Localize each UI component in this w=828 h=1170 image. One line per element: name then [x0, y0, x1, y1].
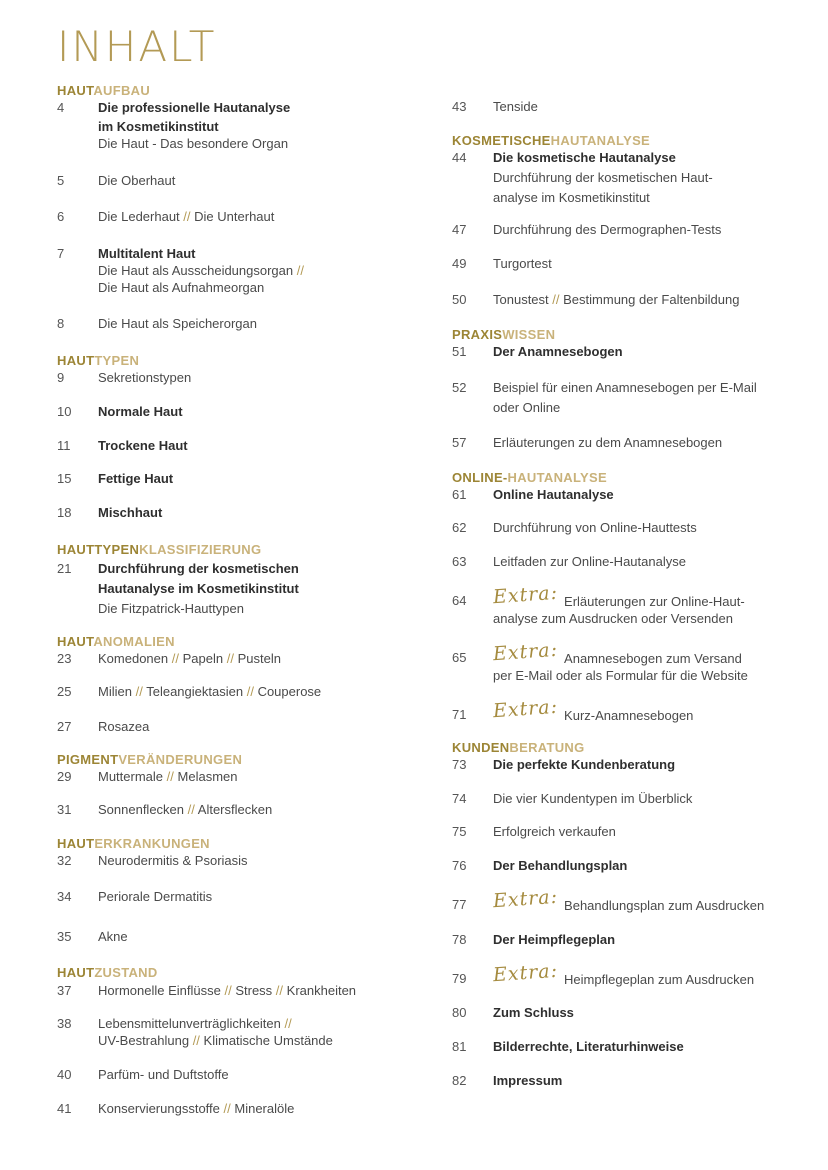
page-number: 65: [452, 650, 467, 665]
page-number: 73: [452, 757, 467, 772]
separator: //: [223, 1101, 231, 1116]
entry-part: Klimatische Umstände: [203, 1033, 333, 1048]
page-number: 9: [57, 370, 65, 385]
entry-text: [492, 885, 765, 914]
extra-badge: Extra:: [492, 959, 559, 987]
page-number: 76: [452, 858, 467, 873]
section-heading-anomalien: [57, 635, 175, 648]
entry-text: Parfüm- und Duftstoffe: [98, 1067, 229, 1082]
entry-text: Zum Schluss: [493, 1005, 574, 1020]
entry-line: Durchführung der kosmetischen: [98, 561, 299, 576]
section-heading-part: HAUT: [57, 83, 94, 98]
page-number: 38: [57, 1016, 72, 1031]
section-heading-part: ONLINE-: [452, 470, 508, 485]
section-heading-part: HAUT: [57, 965, 95, 980]
page-number: 29: [57, 769, 72, 784]
page-number: 77: [452, 897, 467, 912]
entry-line: oder Online: [493, 400, 561, 415]
entry-text: [98, 1015, 333, 1049]
section-heading-online: [452, 471, 607, 484]
page-number: 4: [57, 100, 65, 115]
entry-text: Normale Haut: [98, 404, 183, 419]
page-number: 49: [452, 256, 467, 271]
page-number: 64: [452, 593, 467, 608]
section-heading-part: HAUT: [57, 353, 95, 368]
entry-text: Erläuterungen zu dem Anamnesebogen: [493, 435, 723, 450]
entry-line: [492, 638, 748, 667]
page-number: 11: [57, 438, 71, 453]
separator: //: [284, 1016, 292, 1031]
entry-part: Die Haut als Ausscheidungsorgan: [98, 263, 294, 278]
entry-text: Bilderrechte, Literaturhinweise: [493, 1039, 684, 1054]
page-number: 44: [452, 150, 467, 165]
entry-part: Pusteln: [237, 651, 281, 666]
separator: //: [296, 263, 304, 278]
entry-line: [98, 1015, 333, 1032]
entry-text: [98, 208, 274, 225]
section-heading-part: HAUT: [57, 634, 94, 649]
section-heading-part: HAUT: [57, 836, 95, 851]
section-heading-part: KLASSIFIZIERUNG: [139, 542, 262, 557]
page-number: 78: [452, 932, 467, 947]
entry-line: Multitalent Haut: [98, 246, 196, 261]
section-heading-part: BERATUNG: [509, 740, 585, 755]
entry-part: Teleangiektasien: [146, 684, 244, 699]
page-number: 32: [57, 853, 72, 868]
page-number: 21: [57, 561, 72, 576]
separator: //: [246, 684, 254, 699]
page-number: 61: [452, 487, 467, 502]
entry-text: Online Hautanalyse: [493, 487, 614, 502]
section-heading-part: ANOMALIEN: [93, 634, 175, 649]
entry-text: [98, 683, 321, 700]
page-number: 8: [57, 316, 65, 331]
entry-line: Die kosmetische Hautanalyse: [493, 150, 676, 165]
entry-text: Akne: [98, 929, 128, 944]
entry-text: Neurodermitis & Psoriasis: [98, 853, 248, 868]
separator: //: [226, 651, 234, 666]
page-number: 5: [57, 173, 65, 188]
section-heading-zustand: [57, 966, 158, 979]
entry-line: Durchführung der kosmetischen Haut-: [493, 170, 713, 185]
entry-text: Der Anamnesebogen: [493, 344, 623, 359]
entry-text: [98, 245, 304, 296]
page-number: 81: [452, 1039, 467, 1054]
entry-text: Die vier Kundentypen im Überblick: [493, 791, 693, 806]
entry-text: Der Heimpflegeplan: [493, 932, 616, 947]
page-title: INHALT: [57, 22, 217, 71]
entry-text: [98, 801, 272, 818]
entry-part: Bestimmung der Faltenbildung: [563, 292, 740, 307]
entry-part: Altersflecken: [197, 802, 273, 817]
section-heading-part: HAUTANALYSE: [507, 470, 607, 485]
page-number: 41: [57, 1101, 72, 1116]
section-heading-part: KUNDEN: [452, 740, 510, 755]
page-number: 27: [57, 719, 72, 734]
section-heading-part: TYPEN: [94, 353, 140, 368]
page-number: 23: [57, 651, 72, 666]
page-number: 40: [57, 1067, 72, 1082]
entry-text: Erfolgreich verkaufen: [493, 824, 616, 839]
entry-text: Sekretionstypen: [98, 370, 192, 385]
section-heading-part: ZUSTAND: [94, 965, 158, 980]
page-number: 47: [452, 222, 467, 237]
section-heading-part: HAUTTYPEN: [57, 542, 140, 557]
page-number: 10: [57, 404, 72, 419]
entry-part: Hormonelle Einflüsse: [98, 983, 221, 998]
entry-text: [98, 982, 356, 999]
page-number: 35: [57, 929, 72, 944]
extra-badge: Extra:: [492, 581, 559, 609]
entry-part: Konservierungsstoffe: [98, 1101, 220, 1116]
separator: //: [166, 769, 174, 784]
page-number: 52: [452, 380, 467, 395]
section-heading-erkrankungen: [57, 837, 210, 850]
page-number: 6: [57, 209, 65, 224]
entry-text: [98, 99, 290, 152]
separator: //: [192, 1033, 200, 1048]
section-heading-part: KOSMETISCHE: [452, 133, 551, 148]
entry-line: Hautanalyse im Kosmetikinstitut: [98, 581, 299, 596]
section-heading-hauttypen: [57, 354, 139, 367]
entry-line: [98, 1032, 333, 1049]
page-number: 82: [452, 1073, 467, 1088]
entry-text: [492, 581, 745, 627]
section-heading-part: HAUTANALYSE: [550, 133, 651, 148]
entry-text: [492, 638, 748, 684]
separator: //: [187, 802, 195, 817]
entry-text: Turgortest: [493, 256, 552, 271]
entry-text: Fettige Haut: [98, 471, 174, 486]
entry-line: im Kosmetikinstitut: [98, 119, 219, 134]
page-number: 31: [57, 802, 72, 817]
page-number: 63: [452, 554, 467, 569]
entry-part: Milien: [98, 684, 132, 699]
page-number: 43: [452, 99, 467, 114]
entry-line: Die professionelle Hautanalyse: [98, 100, 291, 115]
entry-part: Heimpflegeplan zum Ausdrucken: [564, 972, 755, 987]
page-number: 37: [57, 983, 72, 998]
page-number: 7: [57, 246, 65, 261]
entry-text: [98, 650, 281, 667]
entry-part: Lebensmittelunverträglichkeiten: [98, 1016, 281, 1031]
section-heading-part: WISSEN: [502, 327, 556, 342]
page-number: 57: [452, 435, 467, 450]
extra-badge: Extra:: [492, 885, 559, 913]
entry-part: Anamnesebogen zum Versand: [564, 651, 742, 666]
entry-text: [98, 1100, 294, 1117]
entry-line: Die Fitzpatrick-Hauttypen: [98, 601, 244, 616]
section-heading-part: ERKRANKUNGEN: [94, 836, 210, 851]
section-heading-klassifizierung: [57, 543, 261, 556]
entry-line: [492, 581, 745, 610]
entry-text: Die perfekte Kundenberatung: [493, 757, 676, 772]
entry-text: Durchführung des Dermographen-Tests: [493, 222, 722, 237]
entry-part: Kurz-Anamnesebogen: [564, 708, 694, 723]
page-number: 75: [452, 824, 467, 839]
separator: //: [183, 209, 191, 224]
entry-text: [98, 768, 237, 785]
entry-line: Die Haut als Aufnahmeorgan: [98, 280, 265, 295]
extra-badge: Extra:: [492, 638, 559, 666]
section-heading-kosmetische: [452, 134, 650, 147]
entry-part: Mineralöle: [234, 1101, 295, 1116]
entry-part: Sonnenflecken: [98, 802, 185, 817]
section-heading-pigment: [57, 753, 242, 766]
entry-line: Die Haut - Das besondere Organ: [98, 136, 289, 151]
entry-line: [98, 262, 304, 279]
entry-text: Leitfaden zur Online-Hautanalyse: [493, 554, 686, 569]
entry-text: [492, 959, 755, 988]
entry-text: Mischhaut: [98, 505, 163, 520]
separator: //: [224, 983, 232, 998]
section-heading-kundenberatung: [452, 741, 585, 754]
entry-part: Krankheiten: [286, 983, 357, 998]
entry-text: [493, 291, 739, 308]
separator: //: [171, 651, 179, 666]
entry-text: [493, 149, 713, 206]
entry-part: Muttermale: [98, 769, 164, 784]
entry-part: Papeln: [182, 651, 224, 666]
section-heading-praxiswissen: [452, 328, 555, 341]
entry-line: analyse im Kosmetikinstitut: [493, 190, 650, 205]
entry-text: Periorale Dermatitis: [98, 889, 213, 904]
entry-part: Behandlungsplan zum Ausdrucken: [564, 898, 765, 913]
entry-part: Couperose: [257, 684, 322, 699]
page-number: 79: [452, 971, 467, 986]
separator: //: [275, 983, 284, 998]
page-number: 15: [57, 471, 72, 486]
entry-text: Rosazea: [98, 719, 150, 734]
entry-part: Komedonen: [98, 651, 169, 666]
entry-part: Stress: [235, 983, 273, 998]
entry-text: Impressum: [493, 1073, 563, 1088]
page-number: 74: [452, 791, 467, 806]
section-heading-part: PRAXIS: [452, 327, 503, 342]
section-heading-part: AUFBAU: [93, 83, 151, 98]
page-number: 71: [452, 707, 467, 722]
entry-part: Erläuterungen zur Online-Haut-: [564, 594, 745, 609]
entry-text: [493, 379, 757, 416]
entry-part: Melasmen: [177, 769, 238, 784]
entry-text: [492, 695, 694, 724]
entry-text: Trockene Haut: [98, 438, 188, 453]
page-number: 50: [452, 292, 467, 307]
entry-part: Die Lederhaut: [98, 209, 180, 224]
section-heading-part: PIGMENT: [57, 752, 119, 767]
page-number: 34: [57, 889, 72, 904]
extra-badge: Extra:: [492, 695, 559, 723]
page-number: 80: [452, 1005, 467, 1020]
entry-text: Tenside: [493, 99, 538, 114]
entry-text: Die Haut als Speicherorgan: [98, 316, 257, 331]
section-heading-hautaufbau: [57, 84, 150, 97]
entry-line: per E-Mail oder als Formular für die Website: [493, 668, 748, 683]
page-number: 51: [452, 344, 467, 359]
separator: //: [552, 292, 560, 307]
entry-text: Der Behandlungsplan: [493, 858, 628, 873]
page-number: 18: [57, 505, 72, 520]
page-number: 62: [452, 520, 467, 535]
entry-text: [98, 560, 299, 617]
section-heading-part: VERÄNDERUNGEN: [118, 752, 243, 767]
entry-part: Die Unterhaut: [194, 209, 275, 224]
entry-line: analyse zum Ausdrucken oder Versenden: [493, 611, 733, 626]
entry-part: UV-Bestrahlung: [98, 1033, 190, 1048]
entry-part: Tonustest: [493, 292, 549, 307]
entry-text: Die Oberhaut: [98, 173, 176, 188]
entry-text: Durchführung von Online-Hauttests: [493, 520, 697, 535]
page-number: 25: [57, 684, 72, 699]
entry-line: Beispiel für einen Anamnesebogen per E-Mail: [493, 380, 757, 395]
separator: //: [135, 684, 143, 699]
